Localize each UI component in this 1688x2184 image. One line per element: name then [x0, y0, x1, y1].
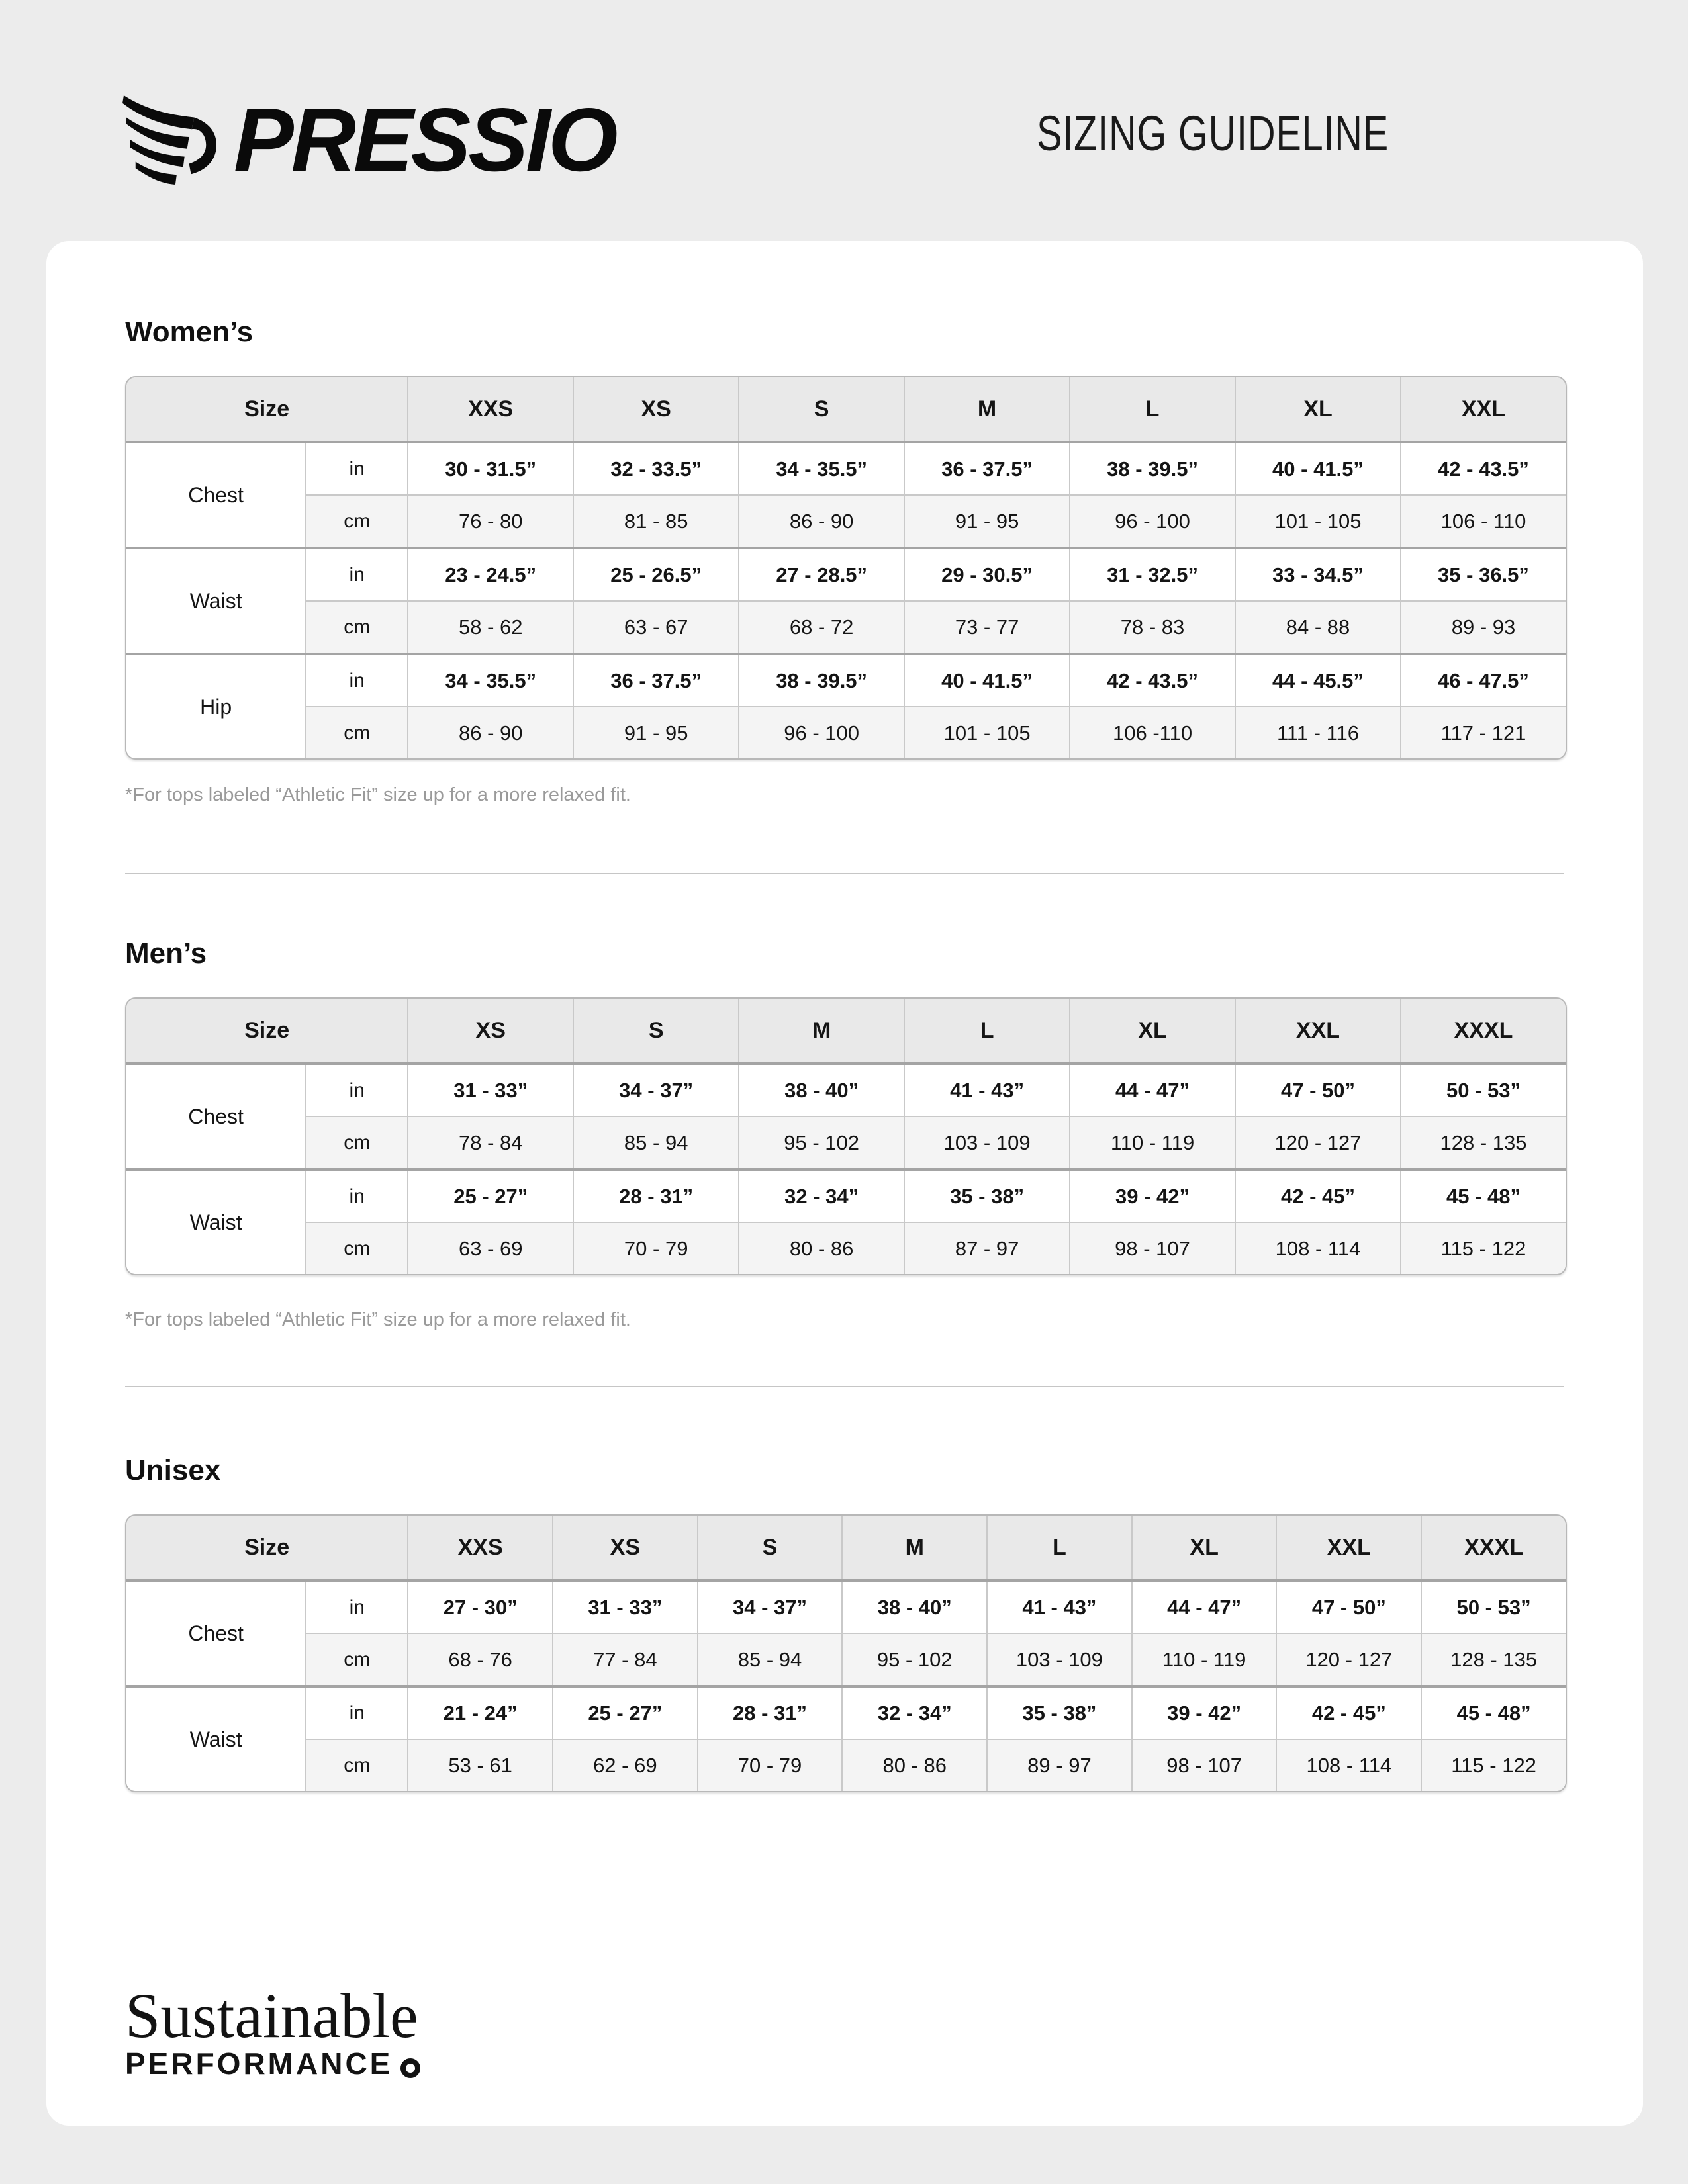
value-cell: 50 - 53” — [1401, 1064, 1566, 1116]
value-cell: 98 - 107 — [1070, 1222, 1235, 1275]
measurement-label-cell: Waist — [126, 1169, 306, 1275]
size-header-cell: Size — [126, 998, 408, 1064]
size-column-header: L — [904, 998, 1070, 1064]
value-cell: 32 - 34” — [739, 1169, 904, 1222]
value-cell: 68 - 72 — [739, 601, 904, 654]
womens-footnote: *For tops labeled “Athletic Fit” size up for a more relaxed fit. — [125, 784, 631, 805]
size-column-header: XS — [408, 998, 573, 1064]
value-cell: 63 - 69 — [408, 1222, 573, 1275]
size-column-header: S — [573, 998, 739, 1064]
value-cell: 78 - 83 — [1070, 601, 1235, 654]
value-cell: 45 - 48” — [1421, 1686, 1566, 1739]
value-cell: 98 - 107 — [1132, 1739, 1277, 1792]
size-column-header: XXS — [408, 1515, 553, 1580]
value-cell: 68 - 76 — [408, 1633, 553, 1686]
measurement-label-cell: Hip — [126, 654, 306, 759]
value-cell: 120 - 127 — [1276, 1633, 1421, 1686]
value-cell: 41 - 43” — [987, 1580, 1132, 1633]
value-cell: 33 - 34.5” — [1235, 548, 1401, 601]
mens-footnote: *For tops labeled “Athletic Fit” size up for a more relaxed fit. — [125, 1309, 631, 1330]
value-cell: 38 - 39.5” — [1070, 442, 1235, 495]
size-column-header: XXXL — [1421, 1515, 1566, 1580]
size-column-header: XL — [1070, 998, 1235, 1064]
value-cell: 91 - 95 — [573, 707, 739, 759]
measurement-label-cell: Waist — [126, 548, 306, 654]
value-cell: 95 - 102 — [842, 1633, 987, 1686]
value-cell: 35 - 38” — [987, 1686, 1132, 1739]
value-cell: 58 - 62 — [408, 601, 573, 654]
value-cell: 47 - 50” — [1276, 1580, 1421, 1633]
size-column-header: XL — [1235, 377, 1401, 442]
measurement-label-cell: Chest — [126, 1580, 306, 1686]
footer-logo — [125, 1980, 1643, 2081]
value-cell: 42 - 45” — [1276, 1686, 1421, 1739]
footer-wordmark-sustainable: Sustainable — [125, 1980, 418, 2051]
value-cell: 27 - 30” — [408, 1580, 553, 1633]
value-cell: 110 - 119 — [1070, 1116, 1235, 1169]
size-column-header: XXL — [1235, 998, 1401, 1064]
unit-cell: in — [306, 1169, 408, 1222]
value-cell: 108 - 114 — [1235, 1222, 1401, 1275]
size-column-header: XS — [573, 377, 739, 442]
value-cell: 128 - 135 — [1421, 1633, 1566, 1686]
value-cell: 39 - 42” — [1132, 1686, 1277, 1739]
measurement-label-cell: Chest — [126, 442, 306, 548]
value-cell: 101 - 105 — [904, 707, 1070, 759]
value-cell: 115 - 122 — [1421, 1739, 1566, 1792]
value-cell: 25 - 27” — [408, 1169, 573, 1222]
value-cell: 34 - 35.5” — [739, 442, 904, 495]
sizing-table — [125, 1514, 1567, 1792]
value-cell: 31 - 32.5” — [1070, 548, 1235, 601]
brand-wordmark: PRESSIO — [234, 89, 616, 190]
value-cell: 77 - 84 — [553, 1633, 698, 1686]
size-column-header: L — [1070, 377, 1235, 442]
value-cell: 30 - 31.5” — [408, 442, 573, 495]
value-cell: 111 - 116 — [1235, 707, 1401, 759]
value-cell: 41 - 43” — [904, 1064, 1070, 1116]
value-cell: 128 - 135 — [1401, 1116, 1566, 1169]
value-cell: 44 - 47” — [1132, 1580, 1277, 1633]
size-column-header: XL — [1132, 1515, 1277, 1580]
value-cell: 35 - 38” — [904, 1169, 1070, 1222]
value-cell: 36 - 37.5” — [573, 654, 739, 707]
value-cell: 36 - 37.5” — [904, 442, 1070, 495]
value-cell: 96 - 100 — [739, 707, 904, 759]
value-cell: 62 - 69 — [553, 1739, 698, 1792]
size-column-header: L — [987, 1515, 1132, 1580]
size-column-header: S — [739, 377, 904, 442]
value-cell: 115 - 122 — [1401, 1222, 1566, 1275]
value-cell: 38 - 39.5” — [739, 654, 904, 707]
value-cell: 25 - 26.5” — [573, 548, 739, 601]
value-cell: 29 - 30.5” — [904, 548, 1070, 601]
value-cell: 34 - 37” — [573, 1064, 739, 1116]
size-column-header: XXS — [408, 377, 573, 442]
value-cell: 80 - 86 — [842, 1739, 987, 1792]
value-cell: 42 - 45” — [1235, 1169, 1401, 1222]
unit-cell: cm — [306, 1222, 408, 1275]
value-cell: 46 - 47.5” — [1401, 654, 1566, 707]
value-cell: 81 - 85 — [573, 495, 739, 548]
value-cell: 47 - 50” — [1235, 1064, 1401, 1116]
value-cell: 110 - 119 — [1132, 1633, 1277, 1686]
measurement-label-cell: Chest — [126, 1064, 306, 1169]
value-cell: 40 - 41.5” — [1235, 442, 1401, 495]
trademark-circle-icon — [400, 2058, 420, 2078]
unit-cell: cm — [306, 495, 408, 548]
value-cell: 38 - 40” — [842, 1580, 987, 1633]
wing-icon — [121, 94, 219, 185]
value-cell: 32 - 34” — [842, 1686, 987, 1739]
unit-cell: in — [306, 1580, 408, 1633]
measurement-label-cell: Waist — [126, 1686, 306, 1792]
value-cell: 38 - 40” — [739, 1064, 904, 1116]
value-cell: 50 - 53” — [1421, 1580, 1566, 1633]
size-column-header: XXL — [1276, 1515, 1421, 1580]
unit-cell: cm — [306, 1739, 408, 1792]
value-cell: 21 - 24” — [408, 1686, 553, 1739]
size-column-header: M — [842, 1515, 987, 1580]
value-cell: 85 - 94 — [573, 1116, 739, 1169]
size-column-header: S — [698, 1515, 843, 1580]
size-column-header: XXXL — [1401, 998, 1566, 1064]
section-label-womens: Women’s — [125, 316, 254, 348]
value-cell: 89 - 93 — [1401, 601, 1566, 654]
value-cell: 103 - 109 — [987, 1633, 1132, 1686]
size-column-header: XXL — [1401, 377, 1566, 442]
value-cell: 44 - 45.5” — [1235, 654, 1401, 707]
value-cell: 101 - 105 — [1235, 495, 1401, 548]
value-cell: 28 - 31” — [573, 1169, 739, 1222]
unit-cell: cm — [306, 601, 408, 654]
size-column-header: M — [904, 377, 1070, 442]
unit-cell: in — [306, 1686, 408, 1739]
value-cell: 80 - 86 — [739, 1222, 904, 1275]
mens-table-wrap — [125, 997, 1567, 1275]
value-cell: 42 - 43.5” — [1070, 654, 1235, 707]
value-cell: 31 - 33” — [553, 1580, 698, 1633]
value-cell: 53 - 61 — [408, 1739, 553, 1792]
value-cell: 78 - 84 — [408, 1116, 573, 1169]
value-cell: 84 - 88 — [1235, 601, 1401, 654]
section-label-unisex: Unisex — [125, 1454, 221, 1486]
value-cell: 28 - 31” — [698, 1686, 843, 1739]
value-cell: 23 - 24.5” — [408, 548, 573, 601]
value-cell: 86 - 90 — [739, 495, 904, 548]
sizing-table — [125, 376, 1567, 760]
footer-wordmark-performance: PERFORMANCE — [125, 2046, 1643, 2081]
value-cell: 76 - 80 — [408, 495, 573, 548]
sizing-table — [125, 997, 1567, 1275]
value-cell: 95 - 102 — [739, 1116, 904, 1169]
section-label-mens: Men’s — [125, 937, 207, 970]
unit-cell: cm — [306, 1116, 408, 1169]
value-cell: 70 - 79 — [573, 1222, 739, 1275]
value-cell: 42 - 43.5” — [1401, 442, 1566, 495]
value-cell: 35 - 36.5” — [1401, 548, 1566, 601]
value-cell: 85 - 94 — [698, 1633, 843, 1686]
womens-table-wrap — [125, 376, 1567, 760]
value-cell: 96 - 100 — [1070, 495, 1235, 548]
value-cell: 31 - 33” — [408, 1064, 573, 1116]
value-cell: 32 - 33.5” — [573, 442, 739, 495]
value-cell: 106 - 110 — [1401, 495, 1566, 548]
unit-cell: in — [306, 442, 408, 495]
value-cell: 73 - 77 — [904, 601, 1070, 654]
unit-cell: cm — [306, 707, 408, 759]
section-divider — [125, 1386, 1564, 1387]
size-header-cell: Size — [126, 1515, 408, 1580]
value-cell: 87 - 97 — [904, 1222, 1070, 1275]
value-cell: 25 - 27” — [553, 1686, 698, 1739]
value-cell: 34 - 35.5” — [408, 654, 573, 707]
brand-logo — [121, 89, 616, 190]
value-cell: 103 - 109 — [904, 1116, 1070, 1169]
section-divider — [125, 873, 1564, 874]
content-card — [46, 241, 1643, 2126]
size-column-header: XS — [553, 1515, 698, 1580]
value-cell: 70 - 79 — [698, 1739, 843, 1792]
value-cell: 86 - 90 — [408, 707, 573, 759]
unisex-table-wrap — [125, 1514, 1567, 1792]
value-cell: 117 - 121 — [1401, 707, 1566, 759]
value-cell: 44 - 47” — [1070, 1064, 1235, 1116]
value-cell: 89 - 97 — [987, 1739, 1132, 1792]
value-cell: 27 - 28.5” — [739, 548, 904, 601]
value-cell: 120 - 127 — [1235, 1116, 1401, 1169]
value-cell: 40 - 41.5” — [904, 654, 1070, 707]
value-cell: 106 -110 — [1070, 707, 1235, 759]
value-cell: 63 - 67 — [573, 601, 739, 654]
page-title: SIZING GUIDELINE — [1037, 106, 1389, 161]
unit-cell: in — [306, 1064, 408, 1116]
value-cell: 45 - 48” — [1401, 1169, 1566, 1222]
unit-cell: in — [306, 654, 408, 707]
size-column-header: M — [739, 998, 904, 1064]
value-cell: 108 - 114 — [1276, 1739, 1421, 1792]
value-cell: 39 - 42” — [1070, 1169, 1235, 1222]
value-cell: 34 - 37” — [698, 1580, 843, 1633]
size-header-cell: Size — [126, 377, 408, 442]
unit-cell: cm — [306, 1633, 408, 1686]
value-cell: 91 - 95 — [904, 495, 1070, 548]
unit-cell: in — [306, 548, 408, 601]
